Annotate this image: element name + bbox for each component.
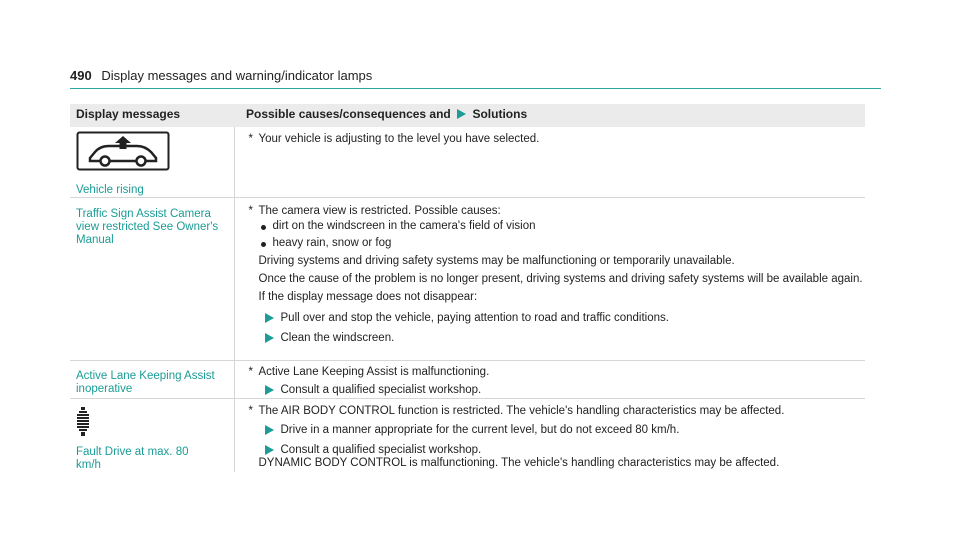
- col-causes-solutions: [234, 104, 865, 127]
- table-row: Vehicle rising * Your vehicle is adjusting to the level you have selected.: [70, 127, 865, 198]
- message-vehicle-rising: Vehicle rising: [76, 184, 144, 196]
- arrow-right-icon: [265, 333, 274, 343]
- page-number: 490: [70, 68, 92, 83]
- arrow-right-icon: [265, 385, 274, 395]
- message-lane-keeping-assist: Active Lane Keeping Assist inoperative: [76, 370, 215, 395]
- action-text: Drive in a manner appropriate for the current level, but do not exceed 80 km/h.: [280, 424, 680, 436]
- col2-title-b: Solutions: [472, 107, 528, 121]
- table-row: Traffic Sign Assist Camera view restricted See Owner's Manual * The camera view is restricted. Possible causes: dirt on the windscreen in the camera's field of vision heavy rain, snow or fog Driving systems and driving safety systems may be malfunctioning or temporarily unavailable. Once the cause of the problem is no longer present, driving systems and driving safety systems will be available again. If the display message does not disappear: Pull over and stop the vehicle, paying attention to road and traffic conditions. Clean the windscreen.: [70, 198, 865, 361]
- arrow-right-icon: [265, 425, 274, 435]
- action-text: Consult a qualified specialist workshop.: [280, 444, 482, 456]
- table-row: Fault Drive at max. 80 km/h * The AIR BODY CONTROL function is restricted. The vehicle's handling characteristics may be affected. Drive in a manner appropriate for the current level, but do not exceed 80 km/h. Consult a qualified specialist workshop. DYNAMIC BODY CONTROL is malfunctioning. The vehicle's handling characteristics may be affected.: [70, 399, 865, 473]
- header-rule: [70, 88, 881, 89]
- air-suspension-icon: [76, 407, 90, 437]
- messages-table: [70, 104, 865, 472]
- col-display-messages: Display messages: [70, 104, 234, 127]
- action-text: Clean the windscreen.: [280, 332, 395, 344]
- table-row: Active Lane Keeping Assist inoperative * Active Lane Keeping Assist is malfunctioning. Consult a qualified specialist workshop.: [70, 361, 865, 399]
- arrow-right-icon: [265, 313, 274, 323]
- vehicle-level-up-icon: [76, 131, 170, 171]
- message-traffic-sign-assist: Traffic Sign Assist Camera view restricted See Owner's Manual: [76, 208, 219, 246]
- consequence-text: Driving systems and driving safety systems may be malfunctioning or temporarily unavailable.: [258, 255, 735, 267]
- message-fault-drive: Fault Drive at max. 80 km/h: [76, 446, 189, 471]
- cause-text: The camera view is restricted. Possible causes:: [258, 205, 501, 217]
- col2-title-a: Possible causes/consequences and: [246, 107, 451, 121]
- action-text: Pull over and stop the vehicle, paying attention to road and traffic conditions.: [280, 312, 669, 324]
- list-item: dirt on the windscreen in the camera's field of vision: [259, 220, 536, 232]
- action-text: Consult a qualified specialist workshop.: [280, 384, 482, 396]
- list-item: heavy rain, snow or fog: [259, 237, 392, 249]
- consequence-text: Once the cause of the problem is no longer present, driving systems and driving safety systems will be available again.: [258, 273, 863, 285]
- page-header: [70, 68, 881, 83]
- condition-text: If the display message does not disappear:: [258, 291, 478, 303]
- cause-text: Your vehicle is adjusting to the level you have selected.: [258, 133, 540, 145]
- cause-text: DYNAMIC BODY CONTROL is malfunctioning. The vehicle's handling characteristics may be affected.: [258, 457, 780, 469]
- cause-text: Active Lane Keeping Assist is malfunctioning.: [258, 366, 490, 378]
- arrow-right-icon: [265, 445, 274, 455]
- cause-text: The AIR BODY CONTROL function is restricted. The vehicle's handling characteristics may be affected.: [258, 405, 785, 417]
- arrow-right-icon: [457, 109, 466, 119]
- page-title: Display messages and warning/indicator lamps: [101, 68, 373, 83]
